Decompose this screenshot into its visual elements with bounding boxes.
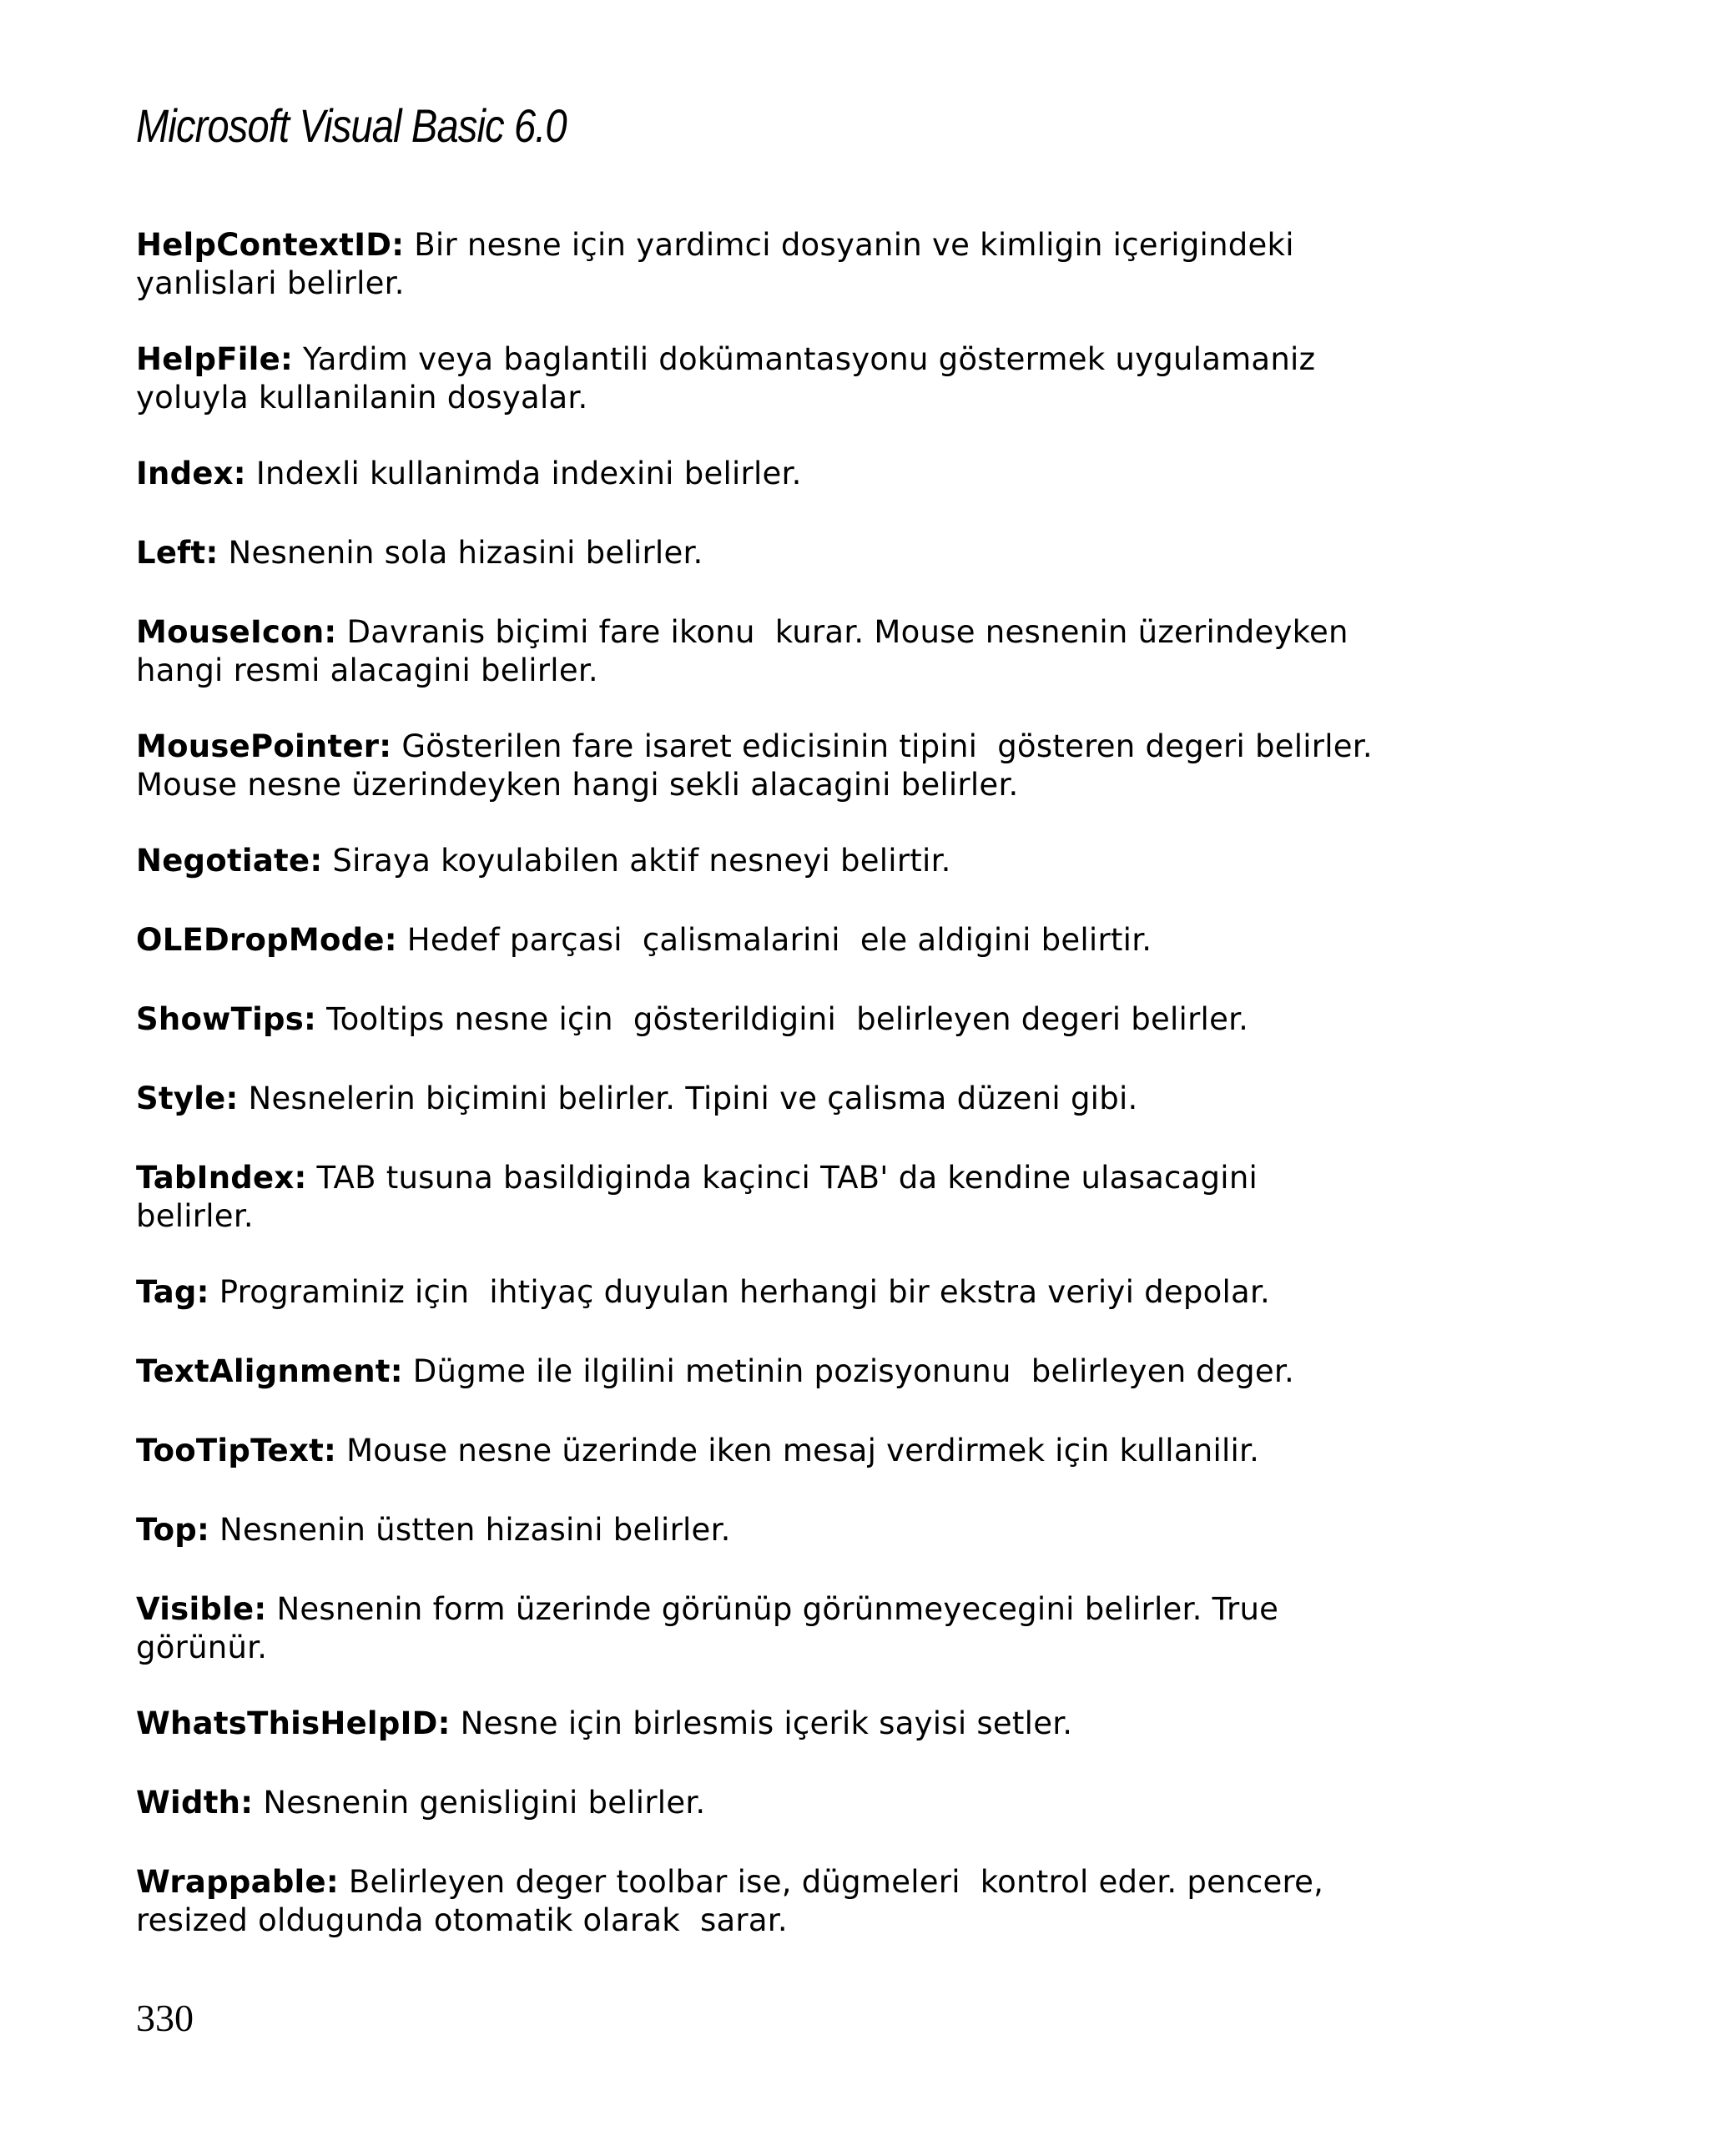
entry-line	[136, 534, 1438, 572]
property-entry	[136, 1780, 1438, 1859]
property-entry	[136, 1586, 1438, 1700]
property-description: Nesnenin genisligini belirler.	[253, 1785, 706, 1821]
property-definition-list	[136, 222, 1438, 1973]
property-description-continued: Mouse nesne üzerindeyken hangi sekli alacagini belirler.	[136, 767, 1019, 803]
property-description: Nesnenin form üzerinde görünüp görünmeyecegini belirler. True	[266, 1591, 1279, 1627]
property-description-continued: yanlislari belirler.	[136, 265, 405, 301]
entry-line	[136, 613, 1438, 652]
property-term: TabIndex:	[136, 1160, 307, 1196]
property-description: Yardim veya baglantili dokümantasyonu göstermek uygulamaniz	[293, 341, 1316, 377]
property-term: Visible:	[136, 1591, 267, 1627]
property-description: Nesnelerin biçimini belirler. Tipini ve çalisma düzeni gibi.	[238, 1081, 1138, 1116]
property-term: Negotiate:	[136, 843, 323, 879]
property-description: Siraya koyulabilen aktif nesneyi belirtir.	[322, 843, 951, 879]
property-description: Tooltips nesne için gösterildigini belirleyen degeri belirler.	[316, 1001, 1249, 1037]
property-term: Wrappable:	[136, 1864, 339, 1900]
property-term: ShowTips:	[136, 1001, 317, 1037]
property-description: Nesnenin üstten hizasini belirler.	[209, 1512, 731, 1548]
property-description: Indexli kullanimda indexini belirler.	[245, 456, 802, 491]
property-description-continued: resized oldugunda otomatik olarak sarar.	[136, 1902, 788, 1938]
entry-line	[136, 1353, 1438, 1391]
property-term: Style:	[136, 1081, 239, 1116]
entry-line	[136, 1784, 1438, 1822]
property-term: Width:	[136, 1785, 254, 1821]
property-term: Top:	[136, 1512, 210, 1548]
entry-line	[136, 1511, 1438, 1549]
property-description: Programiniz için ihtiyaç duyulan herhangi bir ekstra veriyi depolar.	[209, 1274, 1271, 1310]
property-description: TAB tusuna basildiginda kaçinci TAB' da kendine ulasacagini	[306, 1160, 1258, 1196]
property-description: Davranis biçimi fare ikonu kurar. Mouse nesnenin üzerindeyken	[336, 614, 1349, 650]
property-term: Left:	[136, 535, 219, 571]
property-term: HelpFile:	[136, 341, 294, 377]
property-term: OLEDropMode:	[136, 922, 397, 958]
entry-line	[136, 1159, 1438, 1197]
property-entry	[136, 1348, 1438, 1428]
entry-line	[136, 1590, 1438, 1629]
property-term: Index:	[136, 456, 246, 491]
property-term: WhatsThisHelpID:	[136, 1705, 451, 1741]
property-entry	[136, 1155, 1438, 1269]
entry-line	[136, 226, 1438, 264]
property-term: TooTipText:	[136, 1433, 337, 1468]
entry-line	[136, 842, 1438, 880]
property-description: Belirleyen deger toolbar ise, dügmeleri kontrol eder. pencere,	[338, 1864, 1324, 1900]
property-entry	[136, 1269, 1438, 1348]
property-entry	[136, 838, 1438, 917]
page-number: 330	[136, 1997, 194, 2039]
property-entry	[136, 336, 1438, 451]
entry-line	[136, 1705, 1438, 1743]
property-description: Dügme ile ilgilini metinin pozisyonunu belirleyen deger.	[402, 1353, 1295, 1389]
entry-line	[136, 1273, 1438, 1312]
property-description: Bir nesne için yardimci dosyanin ve kimligin içerigindeki	[404, 227, 1294, 263]
entry-line	[136, 1080, 1438, 1118]
property-description-continued: görünür.	[136, 1630, 268, 1665]
property-description: Hedef parçasi çalismalarini ele aldigini belirtir.	[396, 922, 1152, 958]
property-entry	[136, 1507, 1438, 1586]
property-term: MouseIcon:	[136, 614, 337, 650]
entry-line	[136, 728, 1438, 766]
property-entry	[136, 723, 1438, 838]
page-header-title: Microsoft Visual Basic 6.0	[136, 99, 567, 152]
property-description-continued: hangi resmi alacagini belirler.	[136, 652, 598, 688]
property-term: Tag:	[136, 1274, 209, 1310]
property-entry	[136, 917, 1438, 996]
entry-line	[136, 1863, 1438, 1902]
entry-line	[136, 340, 1438, 379]
property-term: HelpContextID:	[136, 227, 405, 263]
property-description-continued: belirler.	[136, 1198, 254, 1234]
entry-line	[136, 921, 1438, 960]
property-description-continued: yoluyla kullanilanin dosyalar.	[136, 380, 588, 416]
property-entry	[136, 609, 1438, 723]
property-term: MousePointer:	[136, 728, 392, 764]
entry-line	[136, 1432, 1438, 1470]
property-entry	[136, 530, 1438, 609]
property-description: Gösterilen fare isaret edicisinin tipini gösteren degeri belirler.	[391, 728, 1373, 764]
property-entry	[136, 996, 1438, 1075]
property-entry	[136, 1700, 1438, 1780]
property-entry	[136, 222, 1438, 336]
property-entry	[136, 451, 1438, 530]
property-description: Nesne için birlesmis içerik sayisi setler.	[450, 1705, 1073, 1741]
property-entry	[136, 1428, 1438, 1507]
property-entry	[136, 1075, 1438, 1155]
property-description: Nesnenin sola hizasini belirler.	[218, 535, 703, 571]
entry-line	[136, 1000, 1438, 1039]
property-term: TextAlignment:	[136, 1353, 403, 1389]
entry-line	[136, 455, 1438, 493]
property-description: Mouse nesne üzerinde iken mesaj verdirmek için kullanilir.	[336, 1433, 1260, 1468]
property-entry	[136, 1859, 1438, 1973]
